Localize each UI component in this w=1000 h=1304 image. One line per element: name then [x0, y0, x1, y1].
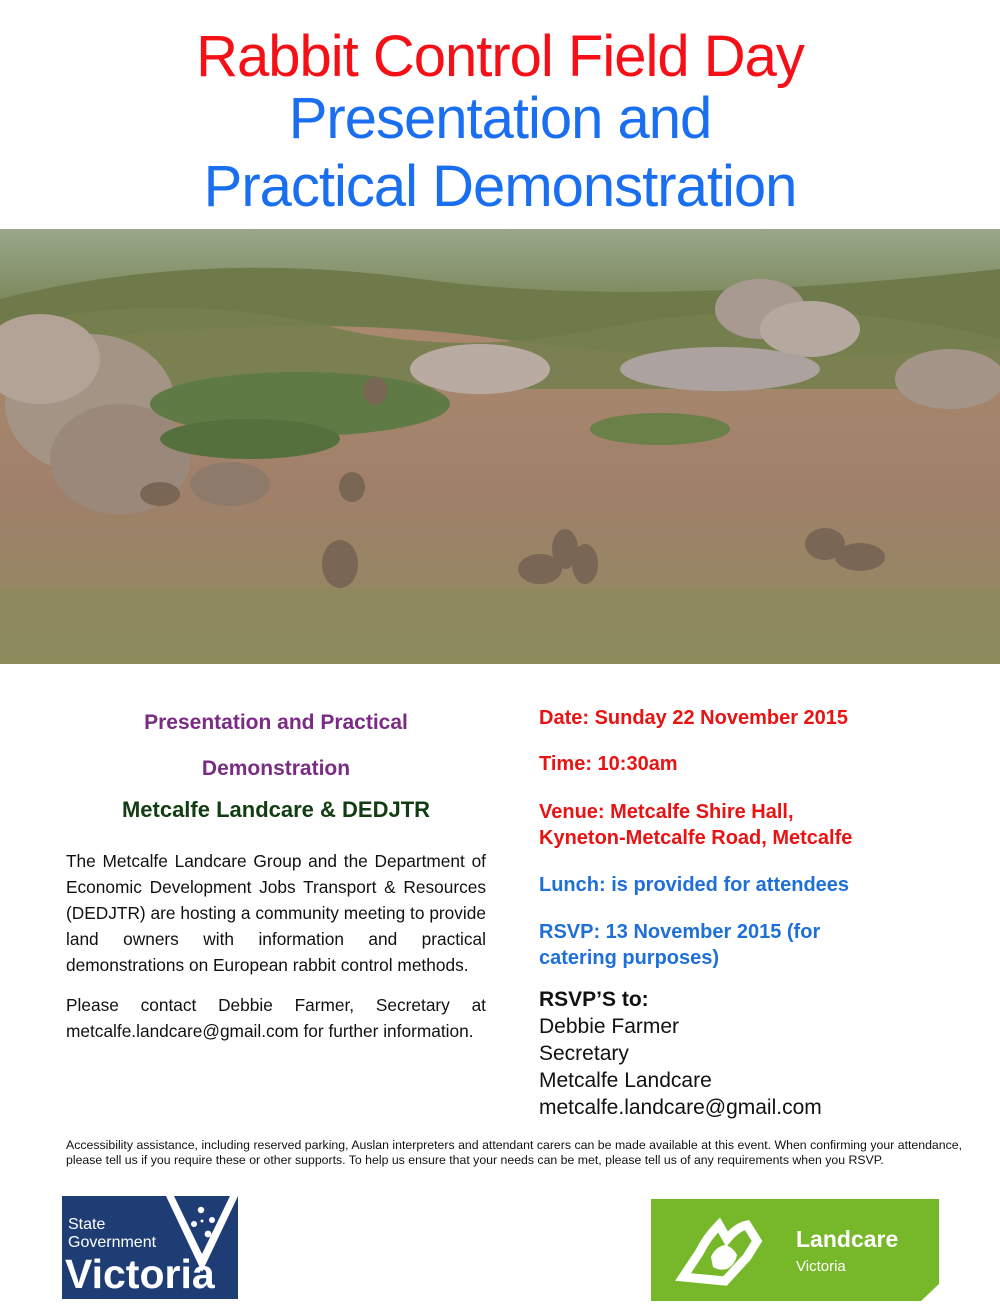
intro-section	[66, 700, 486, 1044]
section-subtitle-line2: Demonstration	[201, 757, 351, 780]
accessibility-note: Accessibility assistance, including reserved parking, Auslan interpreters and attendant carers can be made available at this event. When confirming your attendance, please tell us if you require these or other supports. To help us ensure that your needs can be met, please tell us of any requirements when you RSVP.	[66, 1138, 962, 1167]
event-details	[539, 705, 959, 1121]
intro-paragraph: The Metcalfe Landcare Group and the Department of Economic Development Jobs Transport & Resources (DEDJTR) are hosting a community meeting to provide land owners with information and practical demonstrations on European rabbit control methods.	[66, 851, 486, 975]
event-rsvp-line1: RSVP: 13 November 2015 (for	[539, 921, 821, 943]
organisers-heading: Metcalfe Landcare & DEDJTR	[121, 797, 431, 822]
event-venue-line1: Venue: Metcalfe Shire Hall,	[539, 801, 794, 823]
vic-logo-text-government: Government	[68, 1234, 157, 1251]
rabbits-photo	[0, 229, 1000, 664]
rsvp-org: Metcalfe Landcare	[539, 1069, 712, 1092]
event-rsvp-line2: catering purposes)	[539, 947, 720, 969]
landcare-logo-text: Landcare	[796, 1226, 899, 1252]
rsvp-email: metcalfe.landcare@gmail.com	[539, 1096, 822, 1119]
contact-paragraph: Please contact Debbie Farmer, Secretary at metcalfe.landcare@gmail.com for further information.	[66, 995, 486, 1041]
event-subtitle-line2: Practical Demonstration	[203, 154, 797, 219]
event-title: Rabbit Control Field Day	[196, 24, 804, 89]
event-time: Time: 10:30am	[539, 753, 678, 775]
vic-logo-text-victoria: Victoria	[65, 1251, 215, 1297]
rsvp-heading: RSVP’S to:	[539, 988, 649, 1011]
vic-logo-text-state: State	[68, 1216, 106, 1233]
event-date: Date: Sunday 22 November 2015	[539, 707, 849, 729]
state-government-victoria-logo	[62, 1196, 238, 1299]
section-subtitle-line1: Presentation and Practical	[144, 711, 408, 734]
rsvp-name: Debbie Farmer	[539, 1015, 680, 1038]
event-lunch: Lunch: is provided for attendees	[539, 874, 850, 896]
event-venue-line2: Kyneton-Metcalfe Road, Metcalfe	[539, 827, 853, 849]
landcare-victoria-logo	[651, 1199, 939, 1301]
event-subtitle-line1: Presentation and	[288, 86, 712, 151]
landcare-logo-subtext: Victoria	[796, 1258, 846, 1275]
rsvp-role: Secretary	[539, 1042, 629, 1065]
